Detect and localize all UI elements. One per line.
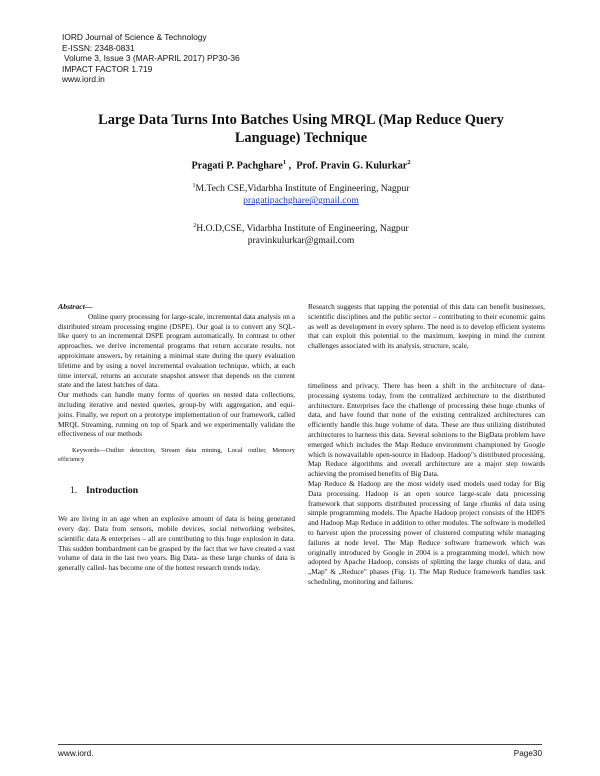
- author-1-name: Pragati P. Pachghare: [191, 160, 283, 172]
- author-2-marker: 2: [407, 159, 411, 166]
- right-paragraph-3: Map Reduce & Hadoop are the most widely used models used today for Big Data processing. Hadoop is an open source large-scale data processing framework that supports distributed processing of large chunks of data using simple programming models. The Apache Hadoop project consists of the HDFS and Hadoop Map Reduce in addition to other modules. The software is modelled to harvest upon the processing power of clustered computing while managing failures at node level. The Map Reduce software framework which was originally introduced by Google in 2004 is a programming model, which now adopted by Apache Hadoop, consists of splitting the large chunks of data, and „Map" & „Reduce" phases (Fig. 1). The Map Reduce framework handles task scheduling, monitoring and failures.: [308, 478, 545, 586]
- introduction-paragraph-1: We are living in an age when an explosive amount of data is being generated every day. Data from sensors, mobile devices, social networking websites, scientific data & enterprises – all are contributing to this huge explosion in data. This sudden bombardment can be grasped by the fact that we have created a vast volume of data in the last two years. Big Data- as these large chunks of data is generally called- has become one of the hottest research trends today.: [58, 514, 295, 573]
- abstract-paragraph-1: Online query processing for large-scale, incremental data analysis on a distributed stream processing engine (DSPE). Our goal is to convert any SQL-like query to an incremental DSPE program automatically. In contrast to other approaches, we derive incremental programs that return accurate results, not approximate answers, by retaining a minimal state during the query evaluation lifetime and by using a novel incremental evaluation technique, which, at each time interval, returns an accurate snapshot answer that depends on the current state and the latest batches of data.: [58, 311, 295, 390]
- affiliation-1: [62, 180, 540, 207]
- affiliation-2-institution: H.O.D,CSE, Vidarbha Institute of Engineering, Nagpur: [196, 223, 409, 235]
- affiliation-2: [62, 220, 540, 247]
- journal-header: [62, 32, 362, 85]
- affiliation-2-marker: 2: [193, 223, 197, 229]
- right-paragraph-1: Research suggests that tapping the potential of this data can benefit businesses, scientific disciplines and the public sector – contributing to their economic gains as well as development in every sphere. The need is to develop efficient systems that can exploit this potential to the maximum, keeping in mind the current challenges associated with its analysis, structure, scale,: [308, 302, 545, 351]
- paper-title: [62, 112, 540, 147]
- journal-impact-factor: IMPACT FACTOR 1.719: [62, 63, 153, 74]
- left-column: [58, 302, 295, 573]
- right-column: [308, 302, 545, 587]
- page-footer: [58, 744, 542, 759]
- section-number: 1.: [70, 485, 78, 497]
- author-separator: ,: [286, 160, 297, 172]
- section-title: Introduction: [86, 485, 139, 497]
- journal-volume: Volume 3, Issue 3 (MAR-APRIL 2017) PP30-36: [64, 53, 240, 64]
- journal-issn: E-ISSN: 2348-0831: [62, 42, 135, 53]
- column-gap: [308, 351, 545, 381]
- author-list: [62, 157, 540, 172]
- section-heading-introduction: [70, 486, 295, 496]
- footer-website: www.iord.: [58, 749, 94, 758]
- paper-title-line2: Language) Technique: [234, 129, 368, 146]
- keywords: Keywords—Outlier detection, Stream data mining, Local outlier, Memory efficiency: [58, 447, 295, 463]
- affiliation-1-institution: M.Tech CSE,Vidarbha Institute of Engineering, Nagpur: [195, 183, 410, 195]
- right-paragraph-2: timeliness and privacy. There has been a shift in the architecture of data-processing systems today, from the centralized architecture to the distributed architecture. Enterprises face the challenge of processing these huge chunks of data, and have found that none of the existing centralized architectures can efficiently handle this huge volume of data. These are thus utilizing distributed architectures to harness this data. Several solutions to the BigData problem have emerged which includes the Map Reduce environment championed by Google which is nowavailable open-source in Hadoop. Hadoop"s distributed processing, Map Reduce algorithms and overall architecture are a major step towards achieving the promised benefits of Big Data.: [308, 380, 545, 479]
- author-1-email-link[interactable]: pragatipachghare@gmail.com: [243, 195, 359, 207]
- affiliation-1-marker: 1: [192, 183, 196, 189]
- journal-name: IORD Journal of Science & Technology: [62, 32, 207, 42]
- author-1-marker: 1: [282, 159, 287, 166]
- author-2-email: pravinkulurkar@gmail.com: [247, 235, 355, 247]
- footer-page-number: Page30: [513, 749, 542, 758]
- journal-website: www.iord.in: [62, 74, 105, 85]
- author-2-name: Prof. Pravin G. Kulurkar: [296, 160, 408, 172]
- abstract-paragraph-2: Our methods can handle many forms of queries on nested data collections, including iterative and nested queries, group-by with aggregation, and equi-joins. Finally, we report on a prototype implementation of our framework, called MRQL Streaming, running on top of Spark and we experimentally validate the effectiveness of our methods: [58, 390, 295, 439]
- paper-title-line1: Large Data Turns Into Batches Using MRQL (Map Reduce Query: [98, 112, 504, 128]
- abstract-heading: Abstract—: [58, 302, 93, 311]
